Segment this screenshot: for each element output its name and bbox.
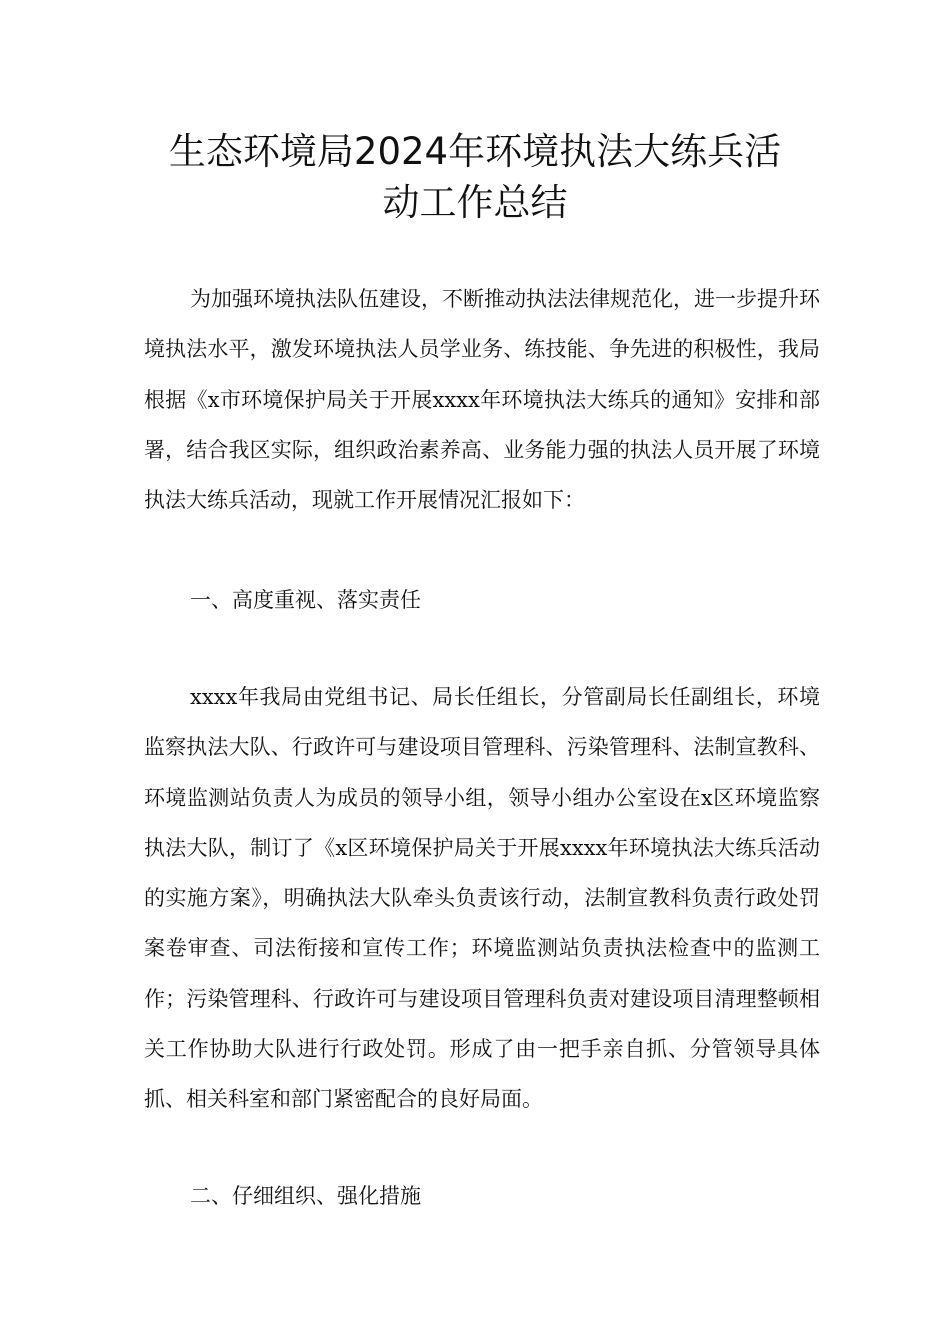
section-1-paragraph: xxxx年我局由党组书记、局长任组长，分管副局长任副组长，环境监察执法大队、行政许可与建设项目管理科、污染管理科、法制宣教科、环境监测站负责人为成员的领导小组，领导小组办公室设在x区环境监察执法大队，制订了《x区环境保护局关于开展xxxx年环境执法大练兵活动的实施方案》，明确执法大队牵头负责该行动，法制宣教科负责行政处罚案卷审查、司法衔接和宣传工作；环境监测站负责执法检查中的监测工作；污染管理科、行政许可与建设项目管理科负责对建设项目清理整顿相关工作协助大队进行行政处罚。形成了由一把手亲自抓、分管领导具体抓、相关科室和部门紧密配合的良好局面。 [144,685,820,1112]
document-title-line-1: 生态环境局2024年环境执法大练兵活 [168,130,782,173]
section-1-heading: 一、高度重视、落实责任 [190,588,421,612]
document-title-line-2: 动工作总结 [382,181,568,224]
intro-paragraph: 为加强环境执法队伍建设，不断推动执法法律规范化，进一步提升环境执法水平，激发环境执法人员学业务、练技能、争先进的积极性，我局根据《x市环境保护局关于开展xxxx年环境执法大练兵的通知》安排和部署，结合我区实际，组织政治素养高、业务能力强的执法人员开展了环境执法大练兵活动，现就工作开展情况汇报如下： [144,287,820,513]
section-2-heading: 二、仔细组织、强化措施 [190,1184,421,1208]
